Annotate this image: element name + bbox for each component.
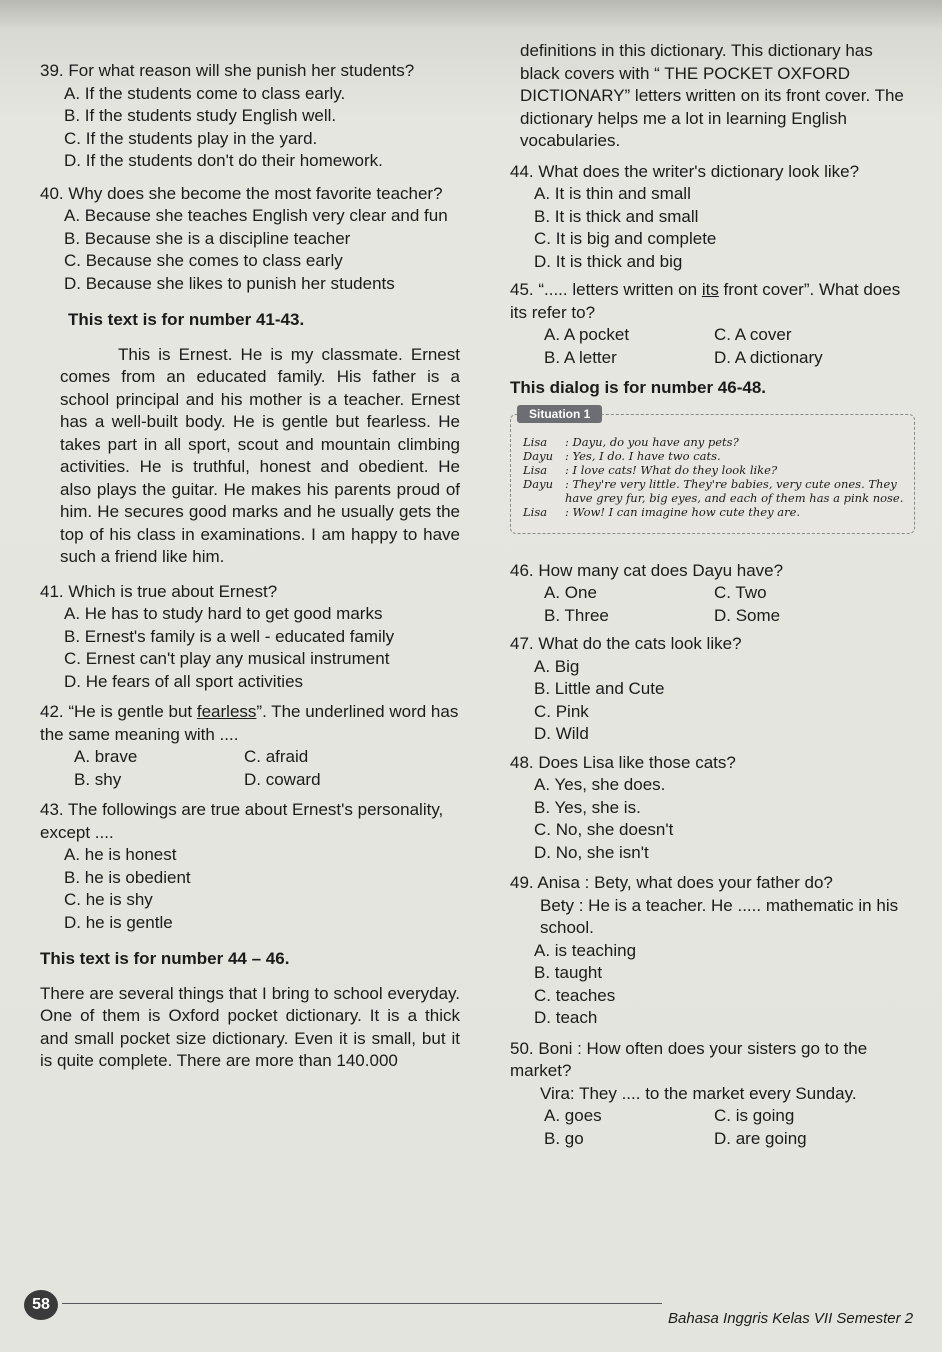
- option-b: B. A letter: [544, 347, 617, 367]
- question-stem: 43. The followings are true about Ernest's personality, except ....: [40, 800, 444, 842]
- option-b: B. go: [544, 1128, 584, 1148]
- left-column: [40, 60, 460, 1085]
- option-d: D. He fears of all sport activities: [64, 671, 304, 691]
- question-44: [510, 161, 915, 274]
- question-50: [510, 1038, 915, 1151]
- option-row: [510, 605, 915, 628]
- option-row: [510, 582, 915, 605]
- option-c: C. afraid: [244, 747, 309, 766]
- text-41-body: This is Ernest. He is my classmate. Ernest comes from an educated family. His father is a school principal and his mother is a teacher. Ernest has a well-built body. He is gentle but fearless. He takes part in all sport, scout and mountain climbing activities. He is truthful, honest and obedient. He also plays the guitar. He makes his parents proud of him. He secures good marks and he usually gets the top of his class in examinations. I am happy to have such a friend like him.: [60, 344, 460, 566]
- question-stem: 48. Does Lisa like those cats?: [510, 752, 736, 772]
- option-b: B. It is thick and small: [534, 206, 699, 226]
- option-row: [40, 746, 460, 769]
- option-a: A. It is thin and small: [534, 184, 691, 203]
- page-number: 58: [24, 1290, 58, 1320]
- utterance: : I love cats! What do they look like?: [565, 462, 778, 477]
- dialog-line: [523, 505, 904, 519]
- question-stem-2: Bety : He is a teacher. He ..... mathematic in his school.: [540, 895, 899, 937]
- option-c: C. It is big and complete: [534, 229, 717, 248]
- underlined-word: its: [701, 280, 719, 299]
- option-b: B. Ernest's family is a well - educated family: [64, 626, 395, 646]
- option-d: D. It is thick and big: [534, 251, 683, 271]
- situation-label: Situation 1: [517, 405, 602, 423]
- option-d: D. Some: [714, 605, 781, 625]
- dialog-line: [523, 463, 904, 477]
- question-47: [510, 633, 915, 746]
- option-a: A. If the students come to class early.: [64, 83, 346, 103]
- question-stem: [40, 701, 460, 746]
- option-a: A. He has to study hard to get good marks: [64, 604, 383, 623]
- option-c: C. Pink: [534, 701, 589, 721]
- question-39: [40, 60, 460, 173]
- question-stem: 50. Boni : How often does your sisters go to the market?: [510, 1038, 868, 1080]
- option-a: A. goes: [544, 1106, 602, 1125]
- option-d: D. No, she isn't: [534, 842, 649, 862]
- option-d: D. coward: [244, 769, 321, 789]
- utterance: : Wow! I can imagine how cute they are.: [565, 504, 801, 519]
- question-stem: 49. Anisa : Bety, what does your father do?: [510, 873, 833, 892]
- option-d: D. If the students don't do their homework.: [64, 151, 383, 170]
- option-c: C. Ernest can't play any musical instrument: [64, 649, 390, 668]
- speaker: Dayu: [523, 476, 553, 491]
- question-46: [510, 560, 915, 628]
- question-45: [510, 279, 915, 369]
- dialog-box: [510, 406, 915, 534]
- option-row: [40, 769, 460, 792]
- stem-part: 42. “He is gentle but: [40, 702, 197, 721]
- dialog-heading: This dialog is for number 46-48.: [510, 378, 766, 397]
- option-d: D. Wild: [534, 724, 589, 743]
- option-a: A. Yes, she does.: [534, 775, 666, 794]
- text-44-heading: This text is for number 44 – 46.: [40, 949, 290, 968]
- question-stem-2: Vira: They .... to the market every Sunday.: [540, 1083, 857, 1103]
- option-a: A. he is honest: [64, 845, 177, 864]
- question-stem: 44. What does the writer's dictionary look like?: [510, 161, 860, 181]
- option-b: B. Yes, she is.: [534, 797, 641, 817]
- question-stem: 40. Why does she become the most favorite teacher?: [40, 183, 443, 203]
- question-stem: 41. Which is true about Ernest?: [40, 581, 278, 601]
- question-42: [40, 701, 460, 791]
- stem-part: ”. The underlined word has the same meaning with ....: [40, 702, 459, 744]
- option-row: [510, 1105, 915, 1128]
- option-c: C. If the students play in the yard.: [64, 128, 318, 148]
- question-stem: 47. What do the cats look like?: [510, 634, 742, 653]
- dialog-line: [523, 449, 904, 463]
- question-43: [40, 799, 460, 934]
- option-a: A. A pocket: [544, 325, 630, 344]
- underlined-word: fearless: [196, 702, 257, 721]
- question-41: [40, 581, 460, 694]
- book-title-footer: Bahasa Inggris Kelas VII Semester 2: [668, 1310, 914, 1327]
- question-stem: [510, 279, 915, 324]
- speaker: Lisa: [523, 504, 548, 519]
- option-b: B. taught: [534, 963, 603, 982]
- text-41-heading: This text is for number 41-43.: [68, 310, 305, 329]
- option-b: B. Three: [544, 605, 609, 625]
- stem-part: 45. “..... letters written on: [510, 280, 702, 299]
- option-d: D. A dictionary: [714, 347, 823, 367]
- footer-divider: [62, 1303, 662, 1304]
- dialog-line: [523, 477, 904, 505]
- option-d: D. teach: [534, 1008, 598, 1027]
- option-c: C. Two: [714, 583, 767, 602]
- speaker: Lisa: [523, 434, 548, 449]
- option-c: C. A cover: [714, 325, 792, 344]
- question-stem: 39. For what reason will she punish her students?: [40, 61, 415, 80]
- option-b: B. shy: [74, 769, 122, 789]
- option-a: A. One: [544, 583, 597, 602]
- option-a: A. Big: [534, 656, 580, 676]
- speaker: Dayu: [523, 448, 553, 463]
- option-a: A. brave: [74, 747, 138, 766]
- option-row: [510, 324, 915, 347]
- question-40: [40, 183, 460, 296]
- stem-part: front cover”. What does its refer to?: [510, 280, 901, 322]
- speaker: Lisa: [523, 462, 548, 477]
- option-b: B. Little and Cute: [534, 679, 665, 698]
- option-row: [510, 1128, 915, 1151]
- option-c: C. No, she doesn't: [534, 820, 674, 839]
- text-44-body: There are several things that I bring to school everyday. One of them is Oxford pocket dictionary. It is a thick and small pocket size dictionary. Even it is small, but it is quite complete. There are more than 140.000: [40, 983, 460, 1070]
- question-49: [510, 872, 915, 1030]
- text-44-continued: definitions in this dictionary. This dictionary has black covers with “ THE POCKET OXFORD DICTIONARY” letters written on its front cover. The dictionary helps me a lot in learning English vocabularies.: [520, 41, 904, 150]
- option-d: D. are going: [714, 1128, 807, 1148]
- question-stem: 46. How many cat does Dayu have?: [510, 560, 784, 580]
- option-c: C. teaches: [534, 985, 616, 1005]
- right-column: [510, 40, 915, 1152]
- option-d: D. Because she likes to punish her students: [64, 273, 395, 293]
- utterance: : Yes, I do. I have two cats.: [565, 448, 721, 463]
- option-d: D. he is gentle: [64, 912, 173, 932]
- option-b: B. If the students study English well.: [64, 106, 337, 125]
- dialog-line: [523, 435, 904, 449]
- option-c: C. Because she comes to class early: [64, 251, 343, 270]
- utterance: : Dayu, do you have any pets?: [565, 434, 739, 449]
- option-b: B. Because she is a discipline teacher: [64, 228, 351, 248]
- question-48: [510, 752, 915, 865]
- option-a: A. is teaching: [534, 940, 637, 960]
- option-c: C. he is shy: [64, 890, 153, 909]
- option-a: A. Because she teaches English very clear and fun: [64, 206, 448, 225]
- option-row: [510, 347, 915, 370]
- option-c: C. is going: [714, 1106, 795, 1125]
- utterance: : They're very little. They're babies, very cute ones. They have grey fur, big eyes, and each of them has a pink nose.: [565, 476, 904, 505]
- option-b: B. he is obedient: [64, 867, 191, 887]
